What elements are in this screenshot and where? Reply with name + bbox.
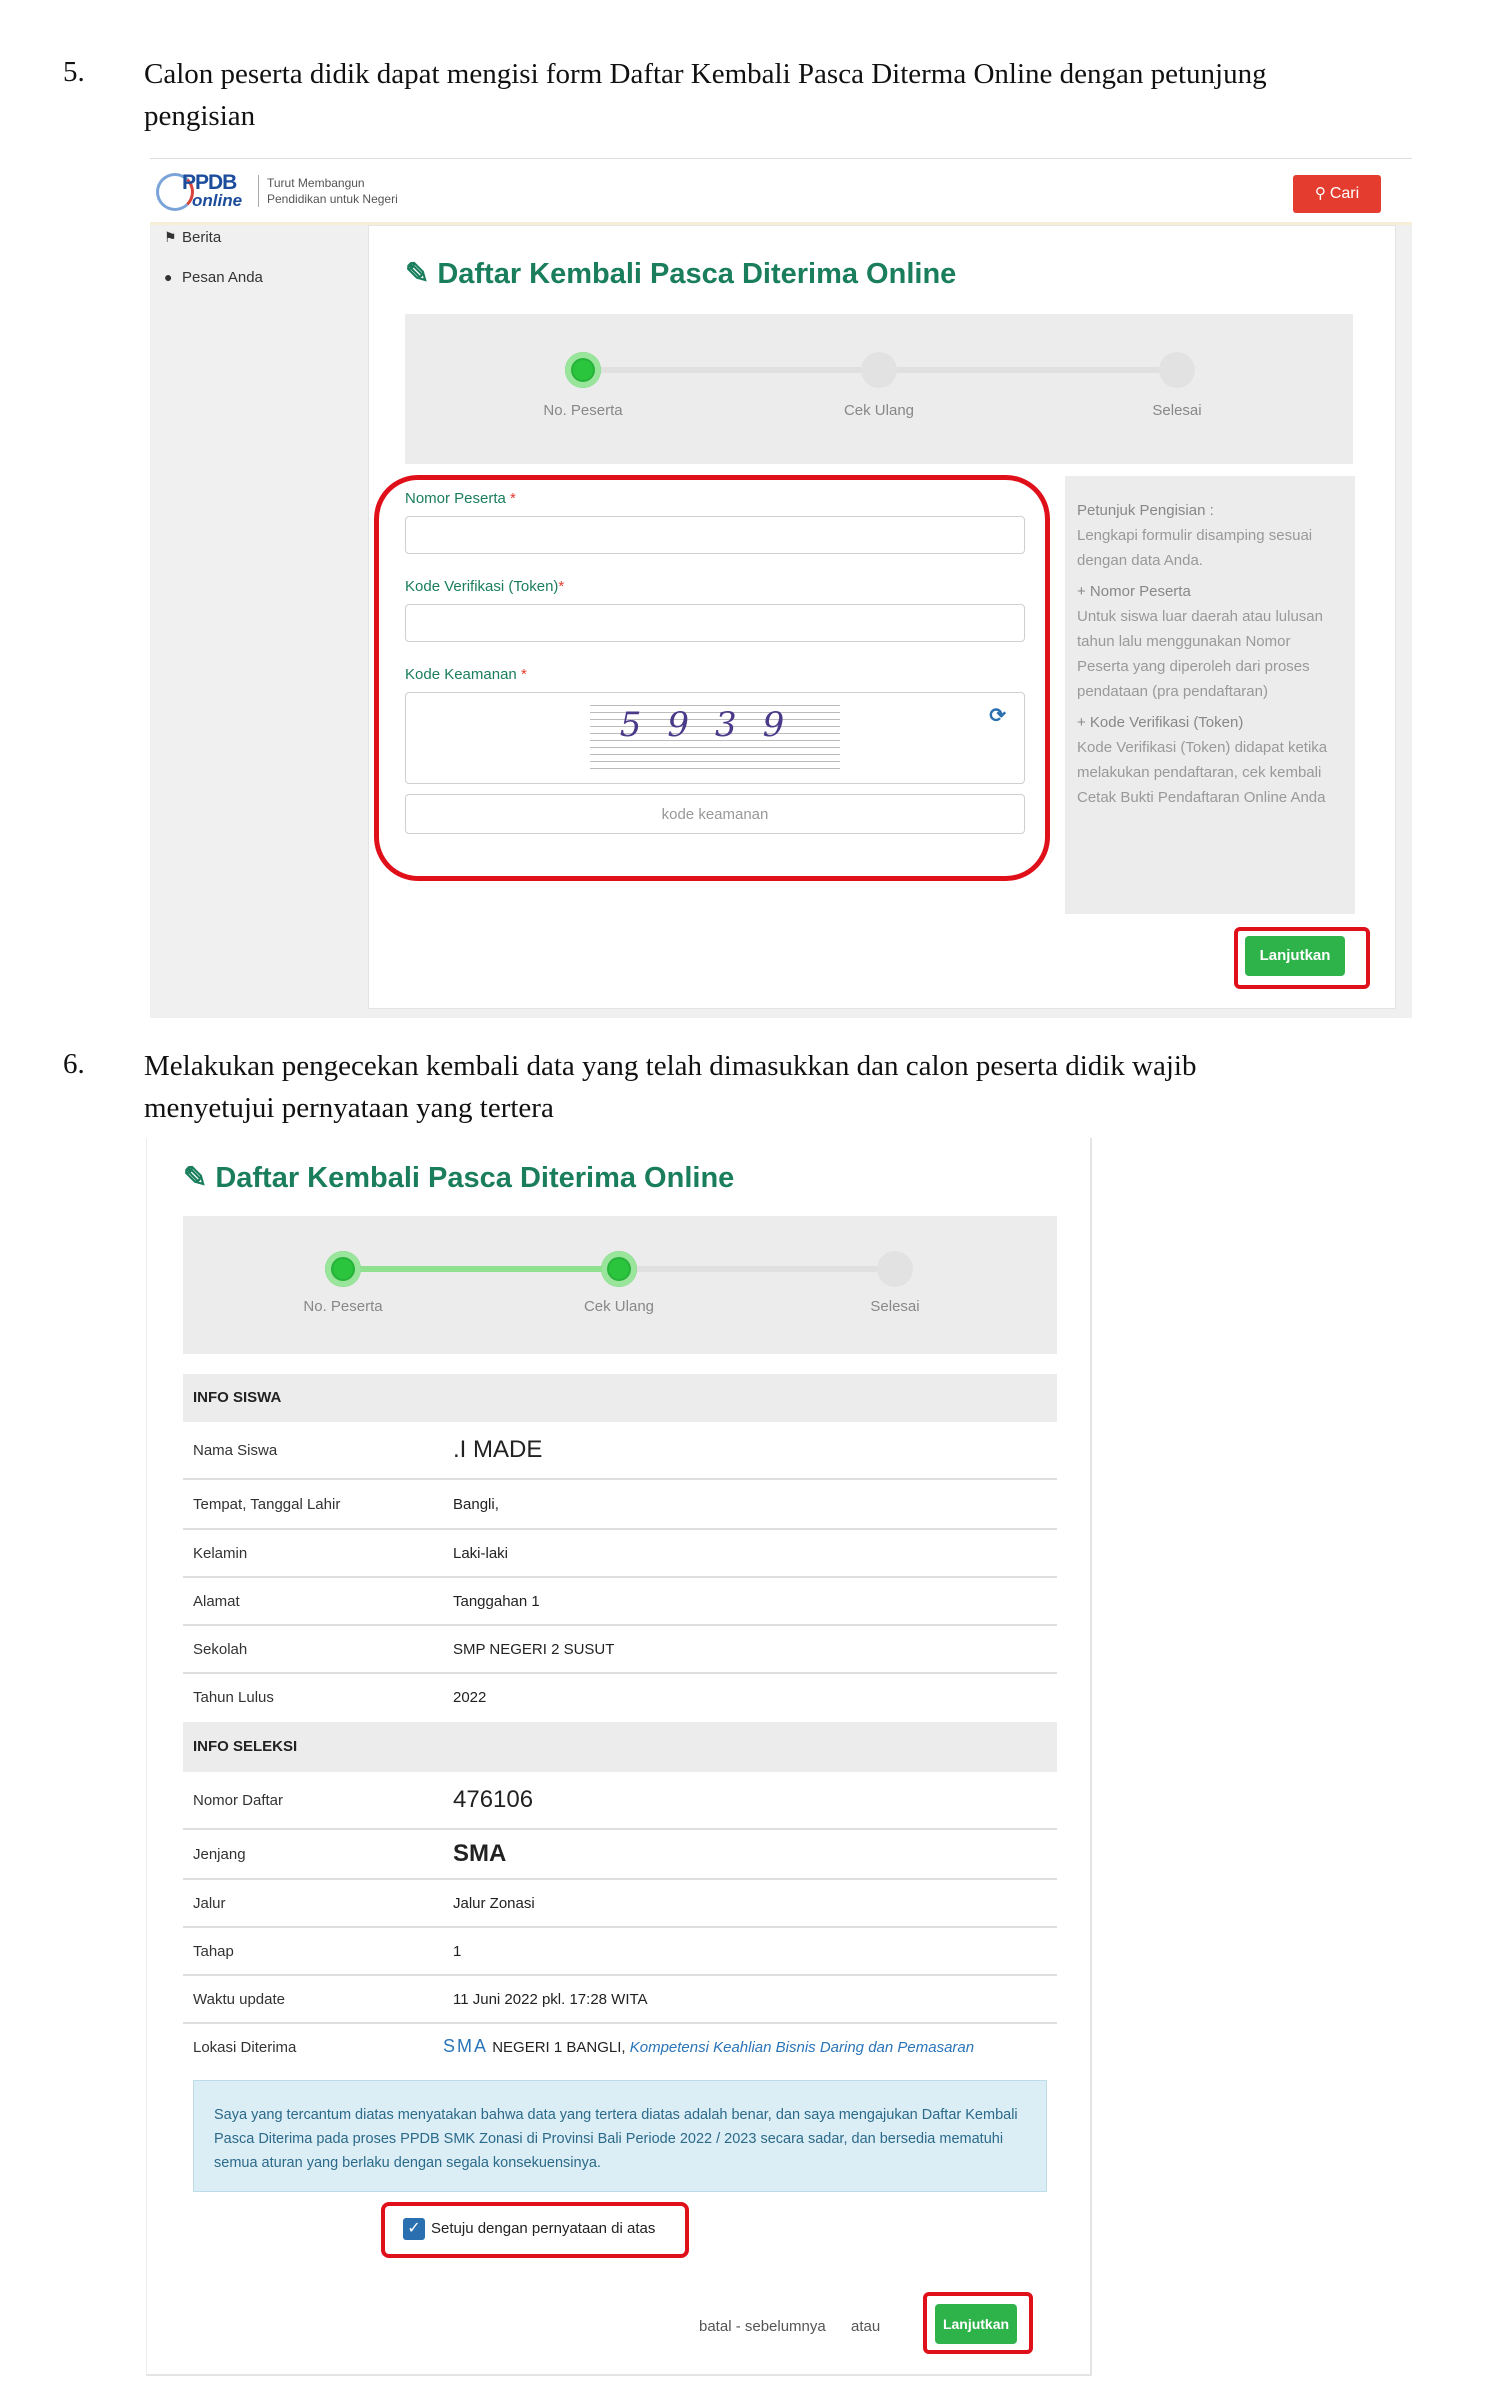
step-6-line-1: Melakukan pengecekan kembali data yang telah dimasukkan dan calon peserta didik wajib <box>144 1050 1197 1082</box>
table-row <box>183 1830 1057 1880</box>
step-dot-selesai <box>877 1251 913 1287</box>
instructions-heading: Petunjuk Pengisian : <box>1077 502 1214 519</box>
sidebar-item-berita[interactable] <box>164 229 221 246</box>
screenshot-cek-ulang <box>146 1138 1092 2376</box>
check-icon: ✓ <box>403 2218 425 2240</box>
step-dot-selesai <box>1159 352 1195 388</box>
kode-keamanan-label: Kode Keamanan * <box>405 666 527 683</box>
step-label-no-peserta: No. Peserta <box>543 402 623 419</box>
instructions-nomor-body: Untuk siswa luar daerah atau lulusan tahun lalu menggunakan Nomor Peserta yang diperoleh dari proses pendataan (pra pendaftaran) <box>1077 608 1323 700</box>
screenshot-no-peserta-form <box>150 158 1412 1018</box>
step-dot-no-peserta <box>325 1251 361 1287</box>
pencil-icon: ✎ <box>405 258 430 290</box>
row-key: Tahun Lulus <box>193 1689 274 1706</box>
row-key: Alamat <box>193 1593 240 1610</box>
tagline <box>258 175 398 207</box>
agree-highlight-box <box>381 2202 689 2258</box>
row-key: Jalur <box>193 1895 226 1912</box>
row-value: 11 Juni 2022 pkl. 17:28 WITA <box>453 1991 648 2008</box>
row-key: Sekolah <box>193 1641 248 1658</box>
security-code-input[interactable]: kode keamanan <box>405 794 1025 834</box>
row-key: Nomor Daftar <box>193 1792 284 1809</box>
table-row <box>183 1772 1057 1830</box>
nomor-peserta-label: Nomor Peserta * <box>405 490 516 507</box>
row-key: Tahap <box>193 1943 234 1960</box>
ppdb-online-logo[interactable] <box>156 169 256 215</box>
row-value: Laki-laki <box>453 1545 509 1562</box>
continue-highlight-box <box>923 2292 1033 2354</box>
step-label-cek-ulang: Cek Ulang <box>583 1298 655 1315</box>
table-row <box>183 1578 1057 1626</box>
logo-text: PPDB <box>182 171 237 194</box>
sidebar-item-pesan-anda[interactable] <box>164 269 263 286</box>
instructions-panel <box>1065 476 1355 914</box>
row-key: Tempat, Tanggal Lahir <box>193 1496 341 1513</box>
sidebar-item-label: Berita <box>182 229 222 246</box>
step-label-cek-ulang: Cek Ulang <box>843 402 915 419</box>
instructions-intro: Lengkapi formulir disamping sesuai dengan data Anda. <box>1077 527 1313 569</box>
step-5-number: 5. <box>63 56 85 88</box>
tagline-line-1: Turut Membangun <box>267 176 365 190</box>
step-connector <box>619 1266 895 1272</box>
tagline-line-2: Pendidikan untuk Negeri <box>267 192 398 206</box>
page-title <box>183 1160 734 1195</box>
chat-icon: ● <box>164 269 173 285</box>
instructions-token-body: Kode Verifikasi (Token) didapat ketika melakukan pendaftaran, cek kembali Cetak Bukti Pendaftaran Online Anda <box>1077 739 1328 806</box>
statement-box: Saya yang tercantum diatas menyatakan bahwa data yang tertera diatas adalah benar, dan saya mengajukan Daftar Kembali Pasca Diterima pada proses PPDB SMK Zonasi di Provinsi Bali Periode 2022 / 2023 secara sadar, dan bersedia mematuhi semua aturan yang berlaku dengan segala konsekuensinya. <box>193 2080 1047 2192</box>
table-row <box>183 1674 1057 1722</box>
row-value: SMA <box>453 1840 507 1867</box>
refresh-icon[interactable]: ⟳ <box>989 705 1006 727</box>
table-row <box>183 1880 1057 1928</box>
page-title-text: Daftar Kembali Pasca Diterima Online <box>215 1162 735 1194</box>
row-value: 2022 <box>453 1689 487 1706</box>
row-value: 476106 <box>453 1786 534 1813</box>
section-title: INFO SISWA <box>193 1389 282 1406</box>
atau-text: atau <box>851 2318 881 2335</box>
logo-subtext: online <box>192 191 243 210</box>
step-label-selesai: Selesai <box>1152 402 1202 419</box>
step-5-line-1: Calon peserta didik dapat mengisi form Daftar Kembali Pasca Diterma Online dengan petunjung <box>144 58 1267 90</box>
step-6-line-2: menyetujui pernyataan yang tertera <box>144 1092 554 1124</box>
table-row <box>183 1626 1057 1674</box>
sidebar-item-label: Pesan Anda <box>182 269 263 286</box>
back-link[interactable]: batal - sebelumnya <box>699 2318 826 2335</box>
lokasi-program: Kompetensi Keahlian Bisnis Daring dan Pemasaran <box>629 2039 975 2056</box>
search-button[interactable] <box>1293 175 1381 213</box>
row-key: Nama Siswa <box>193 1442 278 1459</box>
page-title <box>405 256 956 291</box>
step-label-selesai: Selesai <box>870 1298 920 1315</box>
table-row <box>183 1530 1057 1578</box>
step-connector-done <box>343 1266 619 1272</box>
row-value: .I MADE <box>453 1436 543 1463</box>
table-row <box>183 1976 1057 2024</box>
row-key: Waktu update <box>193 1991 285 2008</box>
table-row <box>183 2024 1057 2072</box>
top-bar <box>150 159 1412 225</box>
row-value: Bangli, <box>453 1496 499 1513</box>
table-row <box>183 1480 1057 1530</box>
page-title-text: Daftar Kembali Pasca Diterima Online <box>437 258 957 290</box>
megaphone-icon: ⚑ <box>164 229 177 245</box>
step-6-number: 6. <box>63 1048 85 1080</box>
instructions-nomor-heading: + Nomor Peserta <box>1077 583 1191 600</box>
lokasi-diterima-value <box>443 2036 974 2057</box>
progress-stepper <box>405 314 1353 464</box>
lokasi-school-name: NEGERI 1 BANGLI, <box>492 2039 626 2056</box>
agree-label: Setuju dengan pernyataan di atas <box>431 2219 656 2237</box>
step-label-no-peserta: No. Peserta <box>303 1298 383 1315</box>
lokasi-school-type: SMA <box>443 2036 489 2056</box>
token-label: Kode Verifikasi (Token)* <box>405 578 565 595</box>
row-key: Lokasi Diterima <box>193 2039 297 2056</box>
step-dot-cek-ulang <box>601 1251 637 1287</box>
row-value: 1 <box>453 1943 462 1960</box>
row-value: SMP NEGERI 2 SUSUT <box>453 1641 615 1658</box>
continue-button[interactable]: Lanjutkan <box>935 2304 1017 2344</box>
step-dot-no-peserta <box>565 352 601 388</box>
pencil-icon: ✎ <box>183 1162 208 1194</box>
continue-button[interactable]: Lanjutkan <box>1245 936 1345 976</box>
row-value: Jalur Zonasi <box>453 1895 535 1912</box>
section-info-seleksi <box>183 1722 1057 1772</box>
form-highlight-ring <box>374 475 1050 881</box>
instructions-token-heading: + Kode Verifikasi (Token) <box>1077 714 1244 731</box>
section-title: INFO SELEKSI <box>193 1738 298 1755</box>
search-icon: ⚲ <box>1314 185 1326 202</box>
table-row <box>183 1928 1057 1976</box>
progress-stepper <box>183 1216 1057 1354</box>
step-5-line-2: pengisian <box>144 100 256 132</box>
table-row <box>183 1422 1057 1480</box>
search-label: Cari <box>1329 185 1360 202</box>
row-value: Tanggahan 1 <box>453 1593 540 1610</box>
section-info-siswa <box>183 1374 1057 1422</box>
step-dot-cek-ulang <box>861 352 897 388</box>
continue-highlight-box <box>1234 927 1370 989</box>
captcha-text: 5939 <box>619 705 811 745</box>
row-key: Kelamin <box>193 1545 248 1562</box>
row-key: Jenjang <box>193 1846 246 1863</box>
